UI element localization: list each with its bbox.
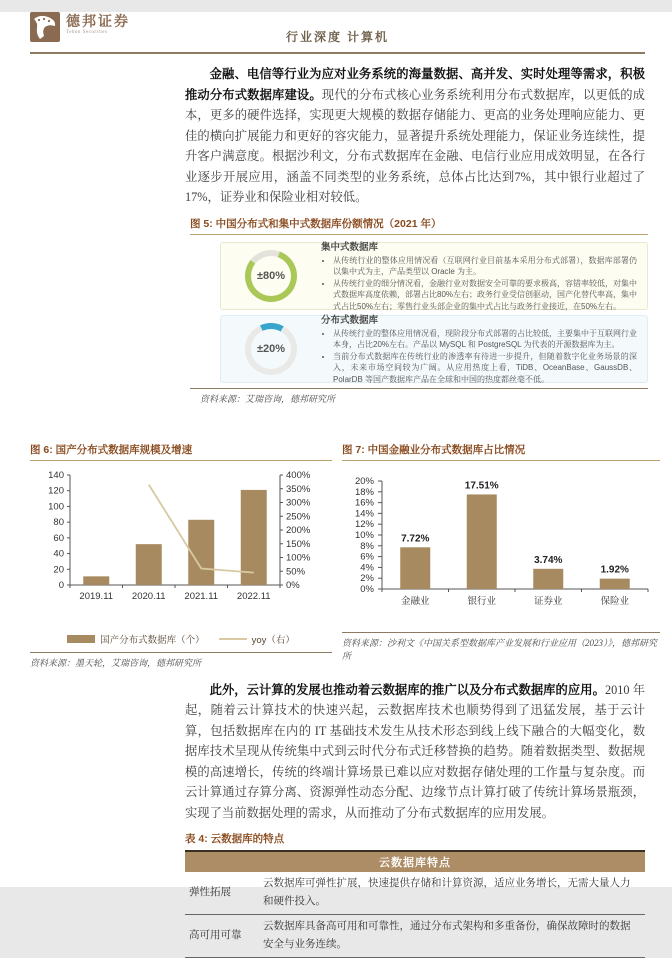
- svg-text:1.92%: 1.92%: [600, 564, 629, 576]
- figure5-panel: [190, 216, 648, 406]
- figure6-bottom-rule: [30, 652, 332, 653]
- svg-text:200%: 200%: [286, 524, 311, 536]
- bullet-item: • 从传统行业的细分情况看，金融行业对数据安全可靠的要求极高，容错率较低，对集中式数据库高度依赖，部署占比80%左右；政务行业受信创驱动，国产化替代率高，集中式占比50%左右；零售行业头部企业的集中式占比与政务行业接近，在50%左右。: [333, 278, 637, 313]
- table-row: [185, 915, 645, 958]
- svg-text:20: 20: [53, 563, 64, 575]
- table-header-cell: 云数据库特点: [185, 851, 645, 872]
- figure6-source: 资料来源：墨天轮，艾瑞咨询，德邦研究所: [30, 657, 202, 668]
- svg-text:300%: 300%: [286, 497, 311, 508]
- figure5-title: 图 5: 中国分布式和集中式数据库份额情况（2021 年）: [190, 216, 648, 235]
- svg-text:18%: 18%: [354, 486, 374, 498]
- svg-text:金融业: 金融业: [400, 595, 430, 607]
- svg-text:17.51%: 17.51%: [464, 479, 499, 491]
- svg-text:350%: 350%: [286, 483, 311, 495]
- svg-text:7.72%: 7.72%: [401, 532, 430, 544]
- svg-text:4%: 4%: [360, 561, 374, 573]
- table-row: [185, 872, 645, 915]
- legend-swatch-bar: [67, 635, 95, 643]
- paragraph-body: 2010 年起，随着云计算技术的快速兴起，云数据库技术也顺势得到了迅猛发展，基于云计算，包括数据库在内的 IT 基础技术发生从技术形态到线上线下融合的大幅变化，数据库技术呈现从传统集中式到云时代分布式迁移替换的趋势。随着数据类型、数据规模的高速增长，传统的终端计算场景已难以应对数据存储处理的工作量与复杂度。而云计算通过存算分离、资源弹性动态分配、边缘节点计算打破了传统计算场景瓶颈，实现了当前数据处理的需求，从而推动了分布式数据库的应用发展。: [185, 682, 645, 820]
- svg-text:80: 80: [53, 516, 64, 528]
- svg-text:50%: 50%: [286, 565, 306, 577]
- figure5-cards: [220, 242, 648, 383]
- svg-text:证券业: 证券业: [533, 595, 563, 607]
- svg-text:100%: 100%: [286, 552, 311, 563]
- figure6-chart-canvas: [30, 467, 332, 630]
- table4-section: [185, 831, 645, 958]
- figure7-bottom-rule: [342, 632, 660, 633]
- svg-text:2020.11: 2020.11: [131, 590, 166, 602]
- donut-chart-20: [245, 323, 297, 375]
- row-key: 弹性拓展: [189, 887, 231, 898]
- figure5-bottom-rule: [190, 388, 648, 389]
- figure6-legend: [30, 632, 332, 646]
- percent-label: ±80%: [256, 269, 286, 282]
- brand-name: 德邦证券: [66, 15, 130, 30]
- figure7-chart-canvas: [342, 467, 660, 626]
- figure5-source: 资料来源：艾瑞咨询，德邦研究所: [200, 393, 336, 404]
- legend-label: yoy（右）: [251, 634, 295, 646]
- svg-text:2022.11: 2022.11: [236, 590, 271, 602]
- svg-text:8%: 8%: [360, 540, 374, 552]
- bullet-item: • 从传统行业的整体应用情况看，现阶段分布式部署的占比较低，主要集中于互联网行业本身，占比20%左右。产品以 MySQL 和 PostgreSQL 为代表的开源数据库为主。: [333, 328, 637, 351]
- lead-sentence: 此外，云计算的发展也推动着云数据库的推广以及分布式数据库的应用。: [209, 682, 605, 697]
- svg-text:60: 60: [53, 532, 64, 544]
- svg-text:14%: 14%: [354, 507, 374, 519]
- row-value: 云数据库具备高可用和可靠性，通过分布式架构和多重备份，确保故障时的数据安全与业务连续。: [263, 921, 631, 950]
- figure-row: [30, 442, 658, 670]
- svg-text:20%: 20%: [354, 475, 374, 487]
- svg-text:250%: 250%: [286, 510, 311, 522]
- bullet-item: • 从传统行业的整体应用情况看（互联网行业目前基本采用分布式部署），数据库部署仍以集中式为主，产品类型以 Oracle 为主。: [333, 255, 637, 278]
- svg-text:6%: 6%: [360, 551, 374, 563]
- header-rule: [30, 52, 645, 54]
- header-section-label: 行业深度 计算机: [285, 30, 389, 44]
- svg-text:140: 140: [48, 469, 64, 481]
- distributed-db-card: [220, 315, 648, 383]
- svg-text:0%: 0%: [286, 579, 300, 591]
- bullet-item: • 当前分布式数据库在传统行业的渗透率有待进一步提升，但随着数字化业务场景的深入，未来市场空间较为广阔。从应用热度上看，TiDB、OceanBase、GaussDB、PolarDB 等国产数据库产品在全球和中国的热度都丝毫不低。: [333, 351, 637, 386]
- svg-text:10%: 10%: [354, 529, 374, 541]
- paragraph-body: 现代的分布式核心业务系统利用分布式数据库，以更低的成本，更多的硬件选择，实现更大规模的数据存储能力、更高的业务处理响应能力、更佳的横向扩展能力和更好的容灾能力，显著提升系统处理能力，保证业务连续性，提升客户满意度。根据沙利文，分布式数据库在金融、电信行业应用成效明显，在各行业逐步开展应用，涵盖不同类型的业务系统，总体占比达到7%，其中银行业超过了 17%，证券业和保险业相对较低。: [185, 87, 645, 204]
- card-heading: 分布式数据库: [321, 314, 379, 326]
- svg-text:40: 40: [53, 548, 64, 560]
- brand-subtitle: Tebon Securities: [66, 30, 108, 35]
- donut-chart-80: [245, 250, 297, 302]
- svg-text:银行业: 银行业: [467, 595, 497, 607]
- svg-text:0%: 0%: [360, 583, 374, 595]
- intro-paragraph: [185, 64, 645, 208]
- svg-text:12%: 12%: [354, 518, 374, 530]
- svg-text:2%: 2%: [360, 572, 374, 584]
- svg-text:保险业: 保险业: [600, 595, 630, 607]
- svg-text:120: 120: [48, 485, 64, 497]
- svg-text:2021.11: 2021.11: [184, 590, 219, 602]
- svg-text:3.74%: 3.74%: [534, 554, 563, 566]
- figure7-title: 图 7: 中国金融业分布式数据库占比情况: [342, 442, 660, 461]
- svg-text:16%: 16%: [354, 497, 374, 509]
- figure7-panel: [342, 442, 660, 670]
- table4-caption: 表 4: 云数据库的特点: [185, 833, 285, 845]
- svg-text:0: 0: [58, 579, 64, 591]
- figure7-source: 资料来源：沙利文《中国关系型数据库产业发展和行业应用（2023）》，德邦研究所: [342, 637, 658, 661]
- lead-sentence: 金融、电信等行业为应对业务系统的海量数据、高并发、实时处理等需求，积极推动分布式数据库建设。: [185, 67, 645, 102]
- svg-text:2019.11: 2019.11: [79, 590, 114, 602]
- percent-label: ±20%: [256, 342, 286, 355]
- feature-table: [185, 850, 645, 958]
- figure6-title: 图 6: 国产分布式数据库规模及增速: [30, 442, 332, 461]
- row-value: 云数据库可弹性扩展，快速提供存储和计算资源，适应业务增长，无需大量人力和硬件投入。: [263, 878, 631, 907]
- report-page: [0, 12, 672, 950]
- svg-text:100: 100: [48, 500, 64, 512]
- row-key: 高可用可靠: [189, 930, 242, 941]
- legend-label: 国产分布式数据库（个）: [100, 634, 205, 646]
- figure6-panel: [30, 442, 332, 670]
- centralized-db-card: [220, 242, 648, 310]
- svg-text:150%: 150%: [286, 538, 311, 550]
- cloud-paragraph: [185, 680, 645, 824]
- svg-text:400%: 400%: [286, 469, 311, 481]
- card-heading: 集中式数据库: [321, 241, 379, 253]
- report-header: [30, 12, 645, 48]
- legend-swatch-line: [219, 638, 247, 640]
